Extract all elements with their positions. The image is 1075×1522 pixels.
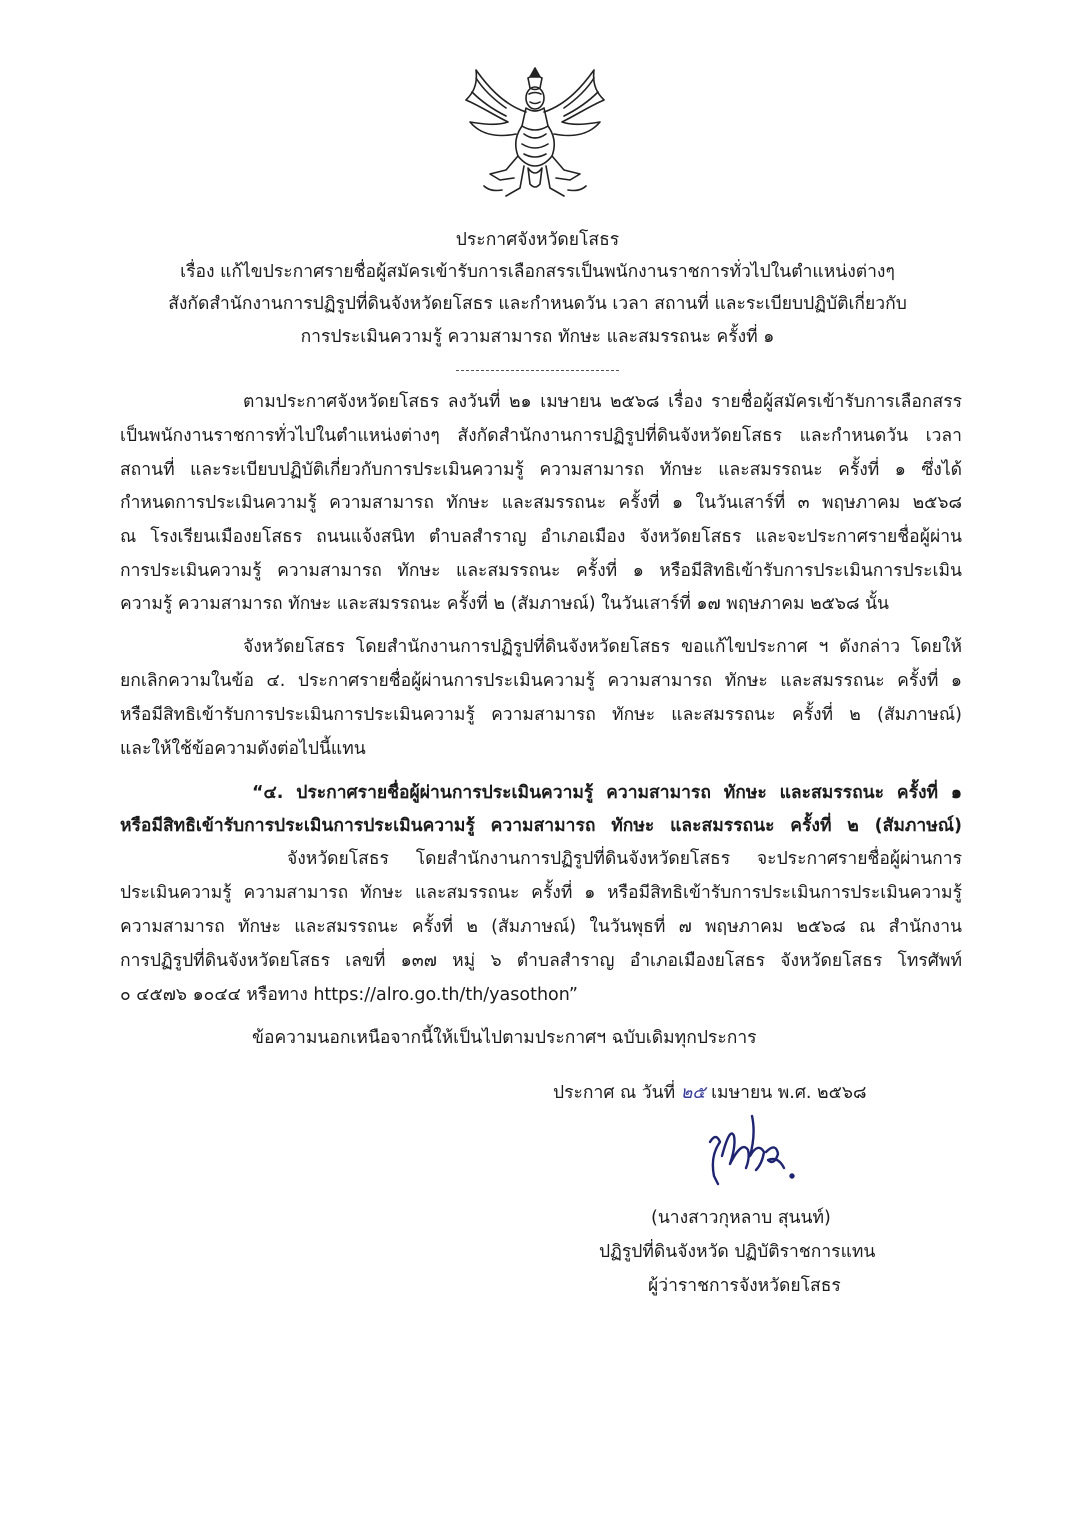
signer-position: ปฏิรูปที่ดินจังหวัด ปฏิบัติราชการแทน bbox=[599, 1242, 876, 1262]
announcement-date-prefix: ประกาศ ณ วันที่ bbox=[553, 1083, 676, 1103]
paragraph-line: จังหวัดยโสธร โดยสำนักงานการปฏิรูปที่ดินจังหวัดยโสธร ขอแก้ไขประกาศ ฯ ดังกล่าว โดยให้ bbox=[243, 637, 962, 657]
garuda-emblem bbox=[462, 64, 608, 200]
paragraph-line: สถานที่ และระเบียบปฏิบัติเกี่ยวกับการประเมินความรู้ ความสามารถ ทักษะ และสมรรถนะ ครั้งที่ ๑ ซึ่งได้ bbox=[120, 460, 962, 480]
paragraph-line: ตามประกาศจังหวัดยโสธร ลงวันที่ ๒๑ เมษายน ๒๕๖๘ เรื่อง รายชื่อผู้สมัครเข้ารับการเลือกสรร bbox=[243, 392, 962, 412]
signer-position: ผู้ว่าราชการจังหวัดยโสธร bbox=[648, 1276, 841, 1296]
quote-heading: หรือมีสิทธิเข้ารับการประเมินการประเมินความรู้ ความสามารถ ทักษะ และสมรรถนะ ครั้งที่ ๒ (สัมภาษณ์) bbox=[120, 816, 962, 836]
title-divider bbox=[456, 370, 619, 371]
paragraph-line: และให้ใช้ข้อความดังต่อไปนี้แทน bbox=[120, 739, 366, 759]
paragraph-line: ประเมินความรู้ ความสามารถ ทักษะ และสมรรถนะ ครั้งที่ ๑ หรือมีสิทธิเข้ารับการประเมินการประเมินความรู้ bbox=[120, 883, 962, 903]
subject-line: สังกัดสำนักงานการปฏิรูปที่ดินจังหวัดยโสธร และกำหนดวัน เวลา สถานที่ และระเบียบปฏิบัติเกี่ยวกับ bbox=[168, 294, 907, 314]
paragraph-line: ความรู้ ความสามารถ ทักษะ และสมรรถนะ ครั้งที่ ๒ (สัมภาษณ์) ในวันเสาร์ที่ ๑๗ พฤษภาคม ๒๕๖๘ นั้น bbox=[120, 594, 889, 614]
paragraph-line: การประเมินความรู้ ความสามารถ ทักษะ และสมรรถนะ ครั้งที่ ๑ หรือมีสิทธิเข้ารับการประเมินการประเมิน bbox=[120, 561, 962, 581]
document-title: ประกาศจังหวัดยโสธร bbox=[455, 230, 620, 250]
paragraph-line: จังหวัดยโสธร โดยสำนักงานการปฏิรูปที่ดินจังหวัดยโสธร จะประกาศรายชื่อผู้ผ่านการ bbox=[287, 849, 962, 869]
paragraph-line: การปฏิรูปที่ดินจังหวัดยโสธร เลขที่ ๑๓๗ หมู่ ๖ ตำบลสำราญ อำเภอเมืองยโสธร จังหวัดยโสธร โทรศัพท์ bbox=[120, 951, 962, 971]
paragraph-line: ยกเลิกความในข้อ ๔. ประกาศรายชื่อผู้ผ่านการประเมินความรู้ ความสามารถ ทักษะ และสมรรถนะ ครั้งที่ ๑ bbox=[120, 671, 962, 691]
subject-line: การประเมินความรู้ ความสามารถ ทักษะ และสมรรถนะ ครั้งที่ ๑ bbox=[300, 327, 775, 347]
handwritten-day: ๒๕ bbox=[680, 1083, 706, 1103]
closing-line: ข้อความนอกเหนือจากนี้ให้เป็นไปตามประกาศฯ ฉบับเดิมทุกประการ bbox=[252, 1028, 757, 1048]
signature bbox=[700, 1112, 800, 1190]
paragraph-line: หรือมีสิทธิเข้ารับการประเมินการประเมินความรู้ ความสามารถ ทักษะ และสมรรถนะ ครั้งที่ ๒ (สัมภาษณ์) bbox=[120, 705, 962, 725]
paragraph-line: กำหนดการประเมินความรู้ ความสามารถ ทักษะ และสมรรถนะ ครั้งที่ ๑ ในวันเสาร์ที่ ๓ พฤษภาคม ๒๕๖๘ bbox=[120, 493, 962, 513]
paragraph-line: ความสามารถ ทักษะ และสมรรถนะ ครั้งที่ ๒ (สัมภาษณ์) ในวันพุธที่ ๗ พฤษภาคม ๒๕๖๘ ณ สำนักงาน bbox=[120, 917, 962, 937]
announcement-date bbox=[553, 1085, 866, 1103]
quote-heading: “๔. ประกาศรายชื่อผู้ผ่านการประเมินความรู้ ความสามารถ ทักษะ และสมรรถนะ ครั้งที่ ๑ bbox=[252, 783, 962, 803]
paragraph-line: เป็นพนักงานราชการทั่วไปในตำแหน่งต่างๆ สังกัดสำนักงานการปฏิรูปที่ดินจังหวัดยโสธร และกำหนดวัน เวลา bbox=[120, 426, 962, 446]
signer-name: (นางสาวกุหลาบ สุนนท์) bbox=[651, 1208, 831, 1228]
paragraph-line: ณ โรงเรียนเมืองยโสธร ถนนแจ้งสนิท ตำบลสำราญ อำเภอเมือง จังหวัดยโสธร และจะประกาศรายชื่อผู้ผ่าน bbox=[120, 527, 962, 547]
paragraph-line: ๐ ๔๕๗๖ ๑๐๔๔ หรือทาง https://alro.go.th/th/yasothon” bbox=[120, 985, 578, 1005]
subject-line: เรื่อง แก้ไขประกาศรายชื่อผู้สมัครเข้ารับการเลือกสรรเป็นพนักงานราชการทั่วไปในตำแหน่งต่างๆ bbox=[180, 262, 895, 282]
announcement-date-suffix: เมษายน พ.ศ. ๒๕๖๘ bbox=[711, 1083, 867, 1103]
